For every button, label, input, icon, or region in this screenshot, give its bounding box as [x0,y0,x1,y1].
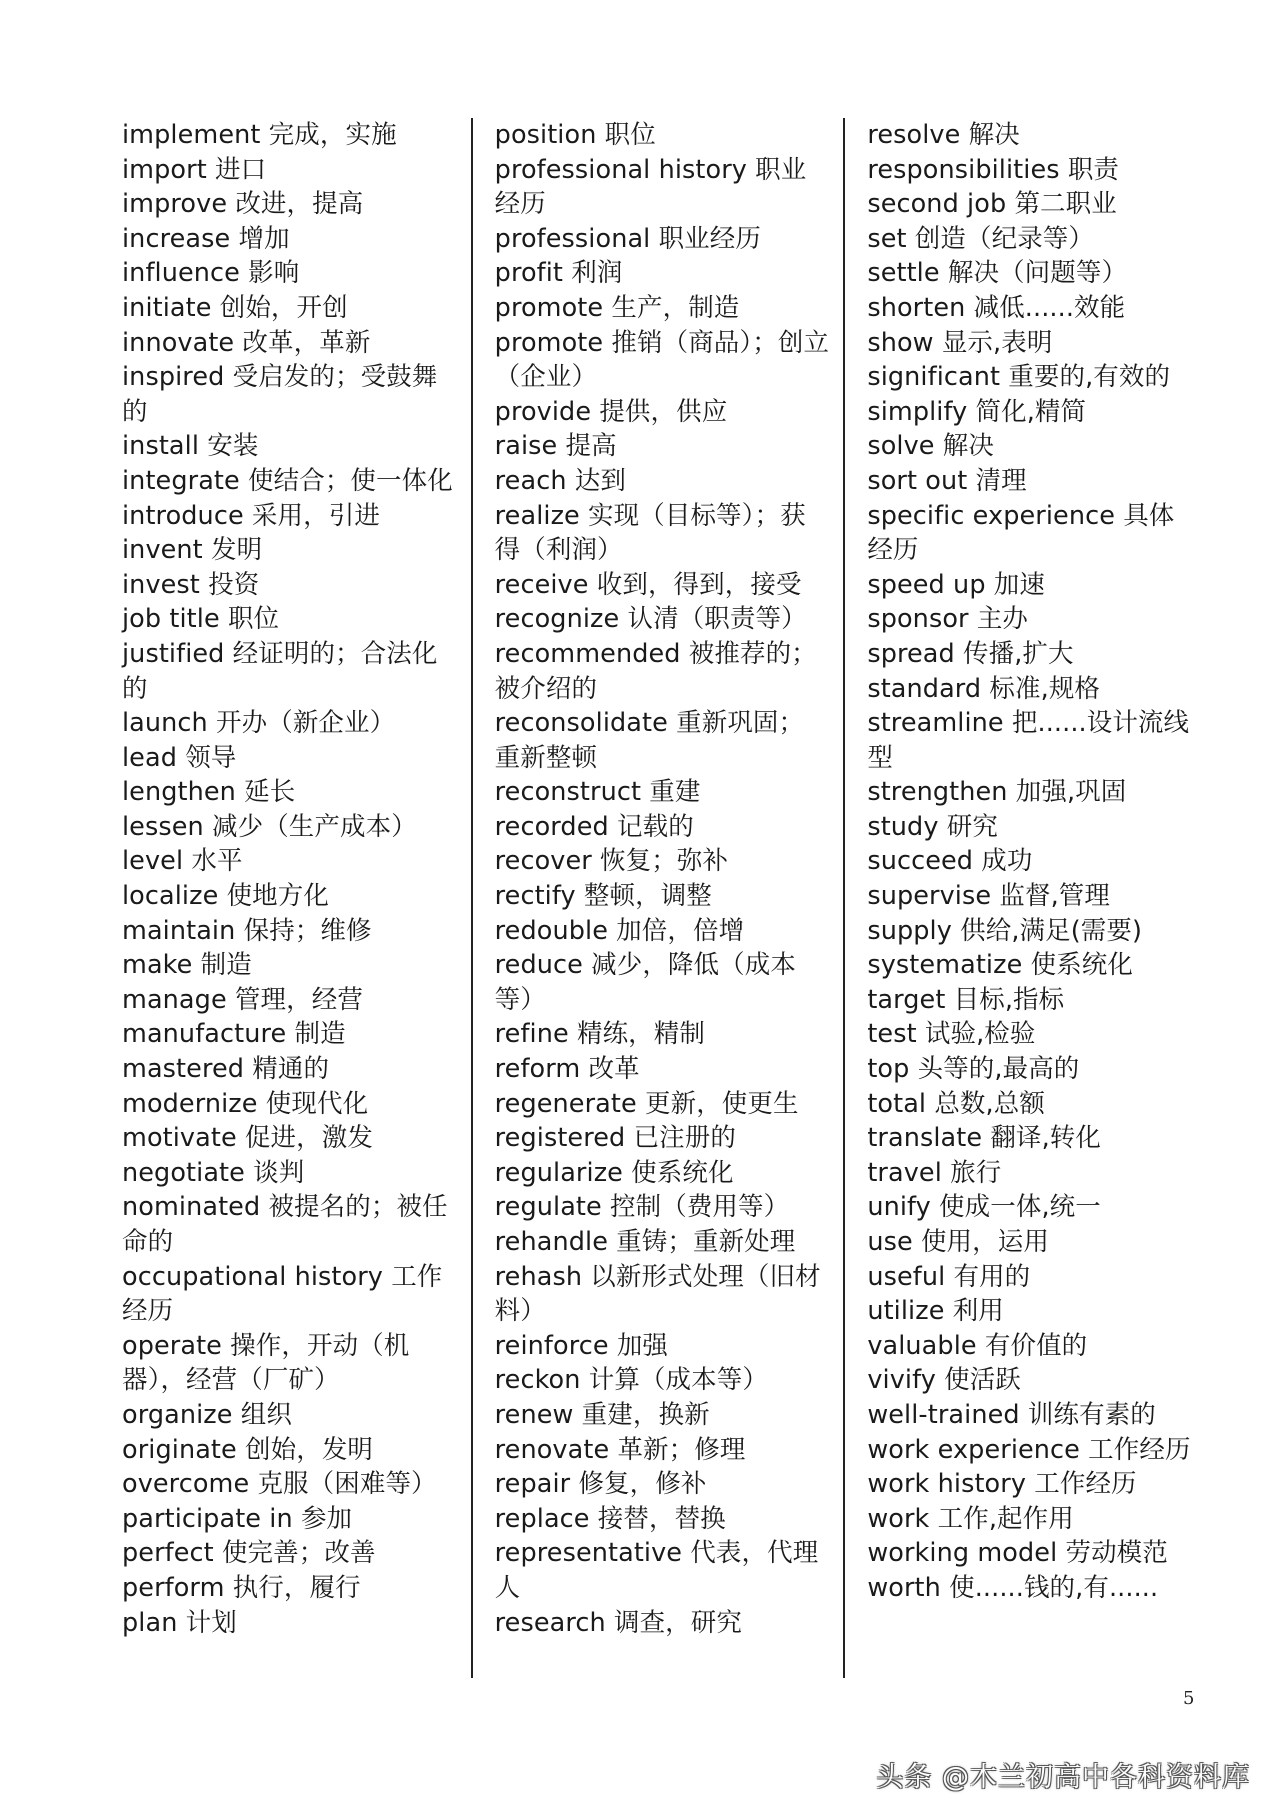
vocab-entry: organize 组织 [122,1399,292,1430]
vocab-entry: maintain 保持；维修 [122,915,372,946]
vocab-entry: justified 经证明的；合法化的 [122,638,438,704]
vocab-entry: systematize 使系统化 [867,950,1133,981]
vocab-entry: promote 推销（商品）；创立（企业） [494,327,830,393]
vocab-entry: improve 改进，提高 [122,189,364,220]
vocab-entry: study 研究 [867,811,998,842]
vocab-entry: reconsolidate 重新巩固；重新整顿 [494,708,805,773]
vocab-entry: localize 使地方化 [122,881,329,912]
vocab-entry: recommended 被推荐的；被介绍的 [494,638,817,704]
vocab-entry: reach 达到 [494,465,626,496]
vocab-entry: implement 完成，实施 [122,120,397,150]
vocab-entry: utilize 利用 [867,1296,1004,1327]
vocab-entry: overcome 克服（困难等） [122,1469,437,1500]
vocab-entry: work history 工作经历 [867,1469,1137,1500]
vocab-entry: work 工作,起作用 [867,1503,1074,1534]
vocab-entry: innovate 改革，革新 [122,327,371,358]
vocab-entry: use 使用，运用 [867,1227,1049,1257]
column-1-list [122,118,457,1640]
vocab-entry: receive 收到，得到，接受 [494,569,802,600]
vocab-entry: perfect 使完善；改善 [122,1538,376,1569]
vocab-entry: increase 增加 [122,223,290,254]
vocab-entry: replace 接替，替换 [494,1503,726,1534]
watermark: 头条 @木兰初高中各科资料库 [876,1762,1250,1793]
vocab-entry: realize 实现（目标等）；获得（利润） [494,500,806,566]
vocab-entry: refine 精练，精制 [494,1019,705,1050]
vocab-entry: integrate 使结合；使一体化 [122,465,453,496]
vocab-entry: raise 提高 [494,431,617,462]
vocab-entry: introduce 采用，引进 [122,500,380,531]
vocab-entry: profit 利润 [494,258,623,289]
vocab-entry: reduce 减少，降低（成本等） [494,950,796,1015]
vocab-entry: recognize 认清（职责等） [494,604,807,635]
vocab-entry: supply 供给,满足(需要) [867,915,1143,946]
vocab-entry: work experience 工作经历 [867,1434,1191,1465]
vocab-entry: travel 旅行 [867,1157,1002,1188]
vocab-entry: settle 解决（问题等） [867,258,1128,289]
vocab-entry: make 制造 [122,950,252,981]
vocab-entry: vivify 使活跃 [867,1365,1021,1396]
vocab-entry: modernize 使现代化 [122,1088,369,1119]
vocab-entry: job title 职位 [122,604,280,635]
vocab-entry: recorded 记载的 [494,811,694,842]
vocab-entry: solve 解决 [867,431,994,462]
vocab-entry: second job 第二职业 [867,189,1117,220]
vocabulary-columns [120,118,1200,1678]
vocab-entry: renew 重建，换新 [494,1399,710,1430]
vocab-entry: simplify 简化,精简 [867,396,1087,427]
vocab-entry: initiate 创始，开创 [122,292,348,323]
vocab-entry: registered 已注册的 [494,1123,736,1154]
vocab-entry: significant 重要的,有效的 [867,362,1171,393]
vocab-entry: responsibilities 职责 [867,154,1120,185]
vocab-entry: strengthen 加强,巩固 [867,777,1127,808]
vocab-entry: standard 标准,规格 [867,673,1101,704]
vocab-entry: useful 有用的 [867,1261,1031,1292]
vocab-entry: succeed 成功 [867,846,1033,877]
vocab-entry: manage 管理，经营 [122,984,363,1015]
column-3 [845,118,1200,1678]
column-2 [473,118,844,1678]
vocab-entry: originate 创始，发明 [122,1434,374,1465]
vocab-entry: top 头等的,最高的 [867,1054,1080,1085]
vocab-entry: import 进口 [122,154,267,185]
vocab-entry: reinforce 加强 [494,1330,669,1361]
vocab-entry: operate 操作，开动（机器），经营（厂矿） [122,1330,410,1396]
vocab-entry: streamline 把......设计流线型 [867,708,1190,773]
vocab-entry: worth 使......钱的,有...... [867,1572,1159,1603]
vocab-entry: shorten 减低......效能 [867,292,1126,323]
vocab-entry: total 总数,总额 [867,1088,1045,1119]
vocab-entry: reform 改革 [494,1054,640,1085]
vocab-entry: regulate 控制（费用等） [494,1192,790,1223]
vocab-entry: set 创造（纪录等） [867,223,1094,254]
vocab-entry: renovate 革新；修理 [494,1434,746,1465]
vocab-entry: unify 使成一体,统一 [867,1192,1101,1223]
vocab-entry: occupational history 工作经历 [122,1261,443,1327]
vocab-entry: specific experience 具体经历 [867,500,1175,566]
vocab-entry: promote 生产，制造 [494,292,740,323]
column-3-list [867,118,1196,1606]
vocab-entry: reckon 计算（成本等） [494,1365,768,1396]
vocab-entry: professional history 职业经历 [494,154,807,220]
column-2-list [495,118,830,1640]
vocab-entry: negotiate 谈判 [122,1157,305,1188]
vocab-entry: lessen 减少（生产成本） [122,811,417,842]
vocab-entry: translate 翻译,转化 [867,1123,1101,1154]
vocab-entry: position 职位 [494,120,656,150]
vocab-entry: research 调查，研究 [494,1607,742,1638]
vocab-entry: participate in 参加 [122,1503,353,1534]
vocab-entry: valuable 有价值的 [867,1330,1088,1361]
vocab-entry: repair 修复，修补 [494,1469,707,1500]
vocab-entry: professional 职业经历 [494,223,761,254]
vocab-entry: well-trained 训练有素的 [867,1399,1156,1430]
vocab-entry: level 水平 [122,846,243,877]
vocab-entry: regenerate 更新，使更生 [494,1088,799,1119]
vocab-entry: perform 执行，履行 [122,1572,361,1603]
vocab-entry: mastered 精通的 [122,1054,330,1085]
vocab-entry: lengthen 延长 [122,777,296,808]
vocab-entry: supervise 监督,管理 [867,881,1110,912]
vocab-entry: resolve 解决 [867,120,1020,150]
vocab-entry: sort out 清理 [867,465,1027,496]
vocab-entry: motivate 促进，激发 [122,1123,373,1154]
vocab-entry: plan 计划 [122,1607,237,1638]
vocab-entry: invest 投资 [122,569,260,600]
vocab-entry: representative 代表，代理人 [494,1538,819,1603]
page-number: 5 [1183,1688,1195,1709]
vocab-entry: recover 恢复；弥补 [494,846,729,877]
vocab-entry: manufacture 制造 [122,1019,346,1050]
vocab-entry: reconstruct 重建 [494,777,701,808]
vocab-entry: test 试验,检验 [867,1019,1036,1050]
vocab-entry: nominated 被提名的；被任命的 [122,1192,448,1257]
vocab-entry: provide 提供，供应 [494,396,728,427]
vocab-entry: rectify 整顿，调整 [494,881,712,912]
vocab-entry: show 显示,表明 [867,327,1053,358]
vocab-entry: speed up 加速 [867,569,1046,600]
vocab-entry: rehandle 重铸；重新处理 [494,1227,796,1257]
vocab-entry: influence 影响 [122,258,300,289]
vocab-entry: rehash 以新形式处理（旧材料） [494,1261,821,1327]
vocab-entry: spread 传播,扩大 [867,638,1074,669]
vocab-entry: sponsor 主办 [867,604,1029,635]
vocab-entry: regularize 使系统化 [494,1157,734,1188]
vocab-entry: lead 领导 [122,742,237,773]
vocab-entry: invent 发明 [122,535,263,566]
vocab-entry: working model 劳动模范 [867,1538,1168,1569]
column-1 [120,118,471,1678]
vocab-entry: redouble 加倍，倍增 [494,915,745,946]
vocab-entry: install 安装 [122,431,259,462]
vocab-entry: inspired 受启发的；受鼓舞的 [122,362,438,427]
vocab-entry: launch 开办（新企业） [122,708,396,739]
vocab-entry: target 目标,指标 [867,984,1065,1015]
